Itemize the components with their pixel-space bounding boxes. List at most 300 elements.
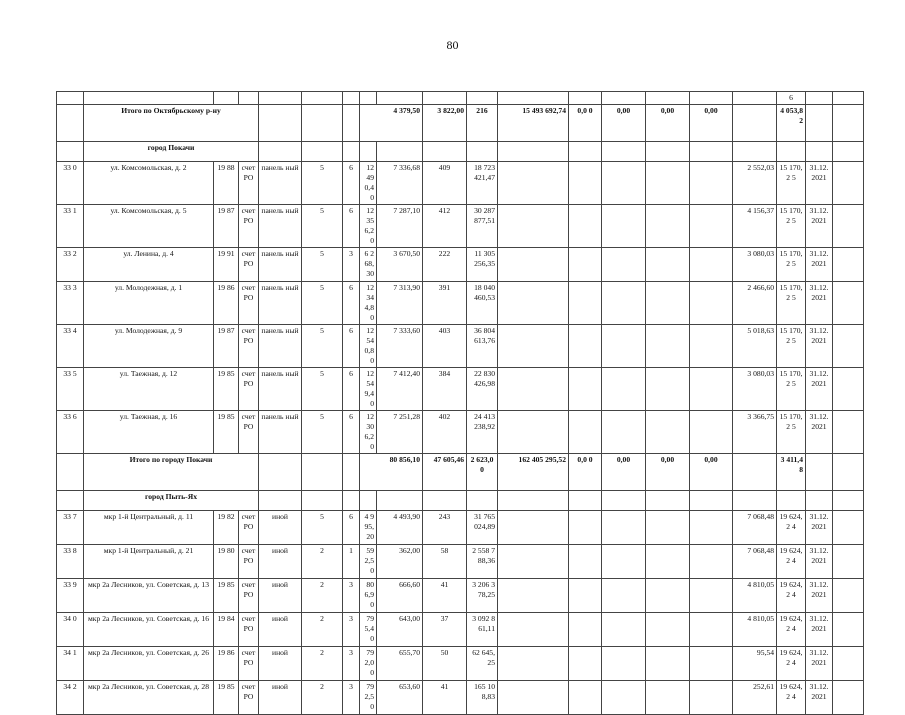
cell-date: 31.12. 2021 [806, 325, 833, 368]
cell-wall: иной [259, 511, 302, 545]
cell-en: 6 [343, 511, 360, 545]
cell-en: 6 [343, 162, 360, 205]
cell-date: 31.12. 2021 [806, 162, 833, 205]
table-cell [602, 545, 646, 579]
table-cell [646, 511, 690, 545]
cell-year: 19 86 [214, 647, 239, 681]
cell-people: 41 [423, 681, 467, 715]
cell-people: 403 [423, 325, 467, 368]
table-row [57, 282, 864, 325]
cell-cost: 3 092 861,11 [467, 613, 498, 647]
table-cell [569, 545, 602, 579]
cell-fund: счет РО [239, 647, 259, 681]
cell-unit: 7 068,48 [733, 511, 777, 545]
cell-cost: 11 305 256,35 [467, 248, 498, 282]
section-title: город Пыть-Ях [84, 491, 259, 511]
cell-live: 655,70 [377, 647, 423, 681]
cell-wall: панель ный [259, 325, 302, 368]
table-cell [569, 248, 602, 282]
table-cell [498, 411, 569, 454]
table-cell [833, 647, 864, 681]
cell-en: 3 [343, 579, 360, 613]
cell-fund: счет РО [239, 162, 259, 205]
table-cell [343, 491, 360, 511]
table-row [57, 511, 864, 545]
table-cell [646, 411, 690, 454]
table-row [57, 681, 864, 715]
table-cell [646, 282, 690, 325]
table-cell [806, 105, 833, 142]
cell-fund: счет РО [239, 248, 259, 282]
cell-wall: панель ный [259, 368, 302, 411]
table-cell [423, 142, 467, 162]
table-cell [360, 92, 377, 105]
table-cell [498, 248, 569, 282]
cell-people: 222 [423, 248, 467, 282]
table-cell [467, 92, 498, 105]
table-cell [569, 92, 602, 105]
table-cell [833, 282, 864, 325]
cell-limit: 15 170,2 5 [777, 325, 806, 368]
cell-live: 362,00 [377, 545, 423, 579]
table-row [57, 92, 864, 105]
cell-year: 19 88 [214, 162, 239, 205]
cell-people: 41 [423, 579, 467, 613]
table-cell [777, 142, 806, 162]
cell-fl: 5 [302, 325, 343, 368]
cell-fl: 2 [302, 579, 343, 613]
table-cell [569, 411, 602, 454]
cell-people: 412 [423, 205, 467, 248]
total-cost: 162 405 295,52 [498, 454, 569, 491]
cell-fund: счет РО [239, 579, 259, 613]
table-cell [498, 162, 569, 205]
table-cell [602, 205, 646, 248]
table-cell [806, 92, 833, 105]
cell-people: 391 [423, 282, 467, 325]
table-cell [498, 282, 569, 325]
cell-en: 1 [343, 545, 360, 579]
cell-limit: 15 170,2 5 [777, 248, 806, 282]
cell-wall: панель ный [259, 248, 302, 282]
cell-area: 12 549,40 [360, 368, 377, 411]
table-cell [498, 545, 569, 579]
table-cell [498, 368, 569, 411]
table-cell [833, 205, 864, 248]
table-cell [569, 325, 602, 368]
cell-people: 243 [423, 511, 467, 545]
table-cell [57, 142, 84, 162]
table-row [57, 613, 864, 647]
table-cell [690, 92, 733, 105]
cell-people: 58 [423, 545, 467, 579]
cell-wall: иной [259, 681, 302, 715]
cell-unit: 2 466,60 [733, 282, 777, 325]
cell-date: 31.12. 2021 [806, 411, 833, 454]
table-cell [302, 92, 343, 105]
section-header-row [57, 491, 864, 511]
cell-en: 3 [343, 681, 360, 715]
cell-fl: 5 [302, 248, 343, 282]
cell-unit: 4 810,05 [733, 613, 777, 647]
cell-fund: счет РО [239, 511, 259, 545]
table-cell [84, 92, 214, 105]
table-cell [733, 454, 777, 491]
cell-en: 6 [343, 411, 360, 454]
table-cell [569, 205, 602, 248]
cell-wall: иной [259, 579, 302, 613]
cell-live: 7 412,40 [377, 368, 423, 411]
cell-wall: иной [259, 545, 302, 579]
total-value: 0,00 [602, 454, 646, 491]
total-living-area: 3 822,00 [423, 105, 467, 142]
page-number: 80 [446, 38, 459, 52]
total-label: Итого по Октябрьскому р-ну [84, 105, 259, 142]
cell-en: 3 [343, 248, 360, 282]
cell-year: 19 80 [214, 545, 239, 579]
table-cell [602, 248, 646, 282]
table-cell [690, 325, 733, 368]
table-row [57, 579, 864, 613]
cell-live: 666,60 [377, 579, 423, 613]
cell-fl: 5 [302, 282, 343, 325]
table-cell [569, 491, 602, 511]
cell-year: 19 85 [214, 579, 239, 613]
cell-limit: 15 170,2 5 [777, 282, 806, 325]
cell-addr: ул. Таежная, д. 16 [84, 411, 214, 454]
table-cell [57, 92, 84, 105]
table-cell [602, 681, 646, 715]
cell-people: 409 [423, 162, 467, 205]
cell-n: 33 9 [57, 579, 84, 613]
cell-n: 33 1 [57, 205, 84, 248]
total-label: Итого по городу Покачи [84, 454, 259, 491]
table-cell [833, 368, 864, 411]
cell-area: 4 995,20 [360, 511, 377, 545]
cell-n: 33 2 [57, 248, 84, 282]
table-cell [833, 105, 864, 142]
cell-limit: 19 624,2 4 [777, 681, 806, 715]
cell-n: 33 7 [57, 511, 84, 545]
table-cell [302, 105, 343, 142]
table-cell [569, 142, 602, 162]
cell-wall: панель ный [259, 205, 302, 248]
total-value: 0,00 [602, 105, 646, 142]
cell-date: 31.12. 2021 [806, 681, 833, 715]
table-cell [602, 491, 646, 511]
cell-wall: панель ный [259, 282, 302, 325]
table-cell [467, 142, 498, 162]
cell-fl: 2 [302, 681, 343, 715]
cell-unit: 95,54 [733, 647, 777, 681]
cell-n: 34 1 [57, 647, 84, 681]
cell-en: 3 [343, 647, 360, 681]
cell-cost: 24 413 238,92 [467, 411, 498, 454]
cell-fund: счет РО [239, 681, 259, 715]
table-cell [360, 142, 377, 162]
table-cell [57, 454, 84, 491]
cell-addr: ул. Комсомольская, д. 5 [84, 205, 214, 248]
cell-unit: 3 366,75 [733, 411, 777, 454]
cell-limit: 15 170,2 5 [777, 411, 806, 454]
cell-people: 384 [423, 368, 467, 411]
table-cell [259, 491, 302, 511]
table-cell [690, 142, 733, 162]
table-row [57, 411, 864, 454]
cell-n: 34 2 [57, 681, 84, 715]
table-cell [214, 92, 239, 105]
cell-date: 31.12. 2021 [806, 647, 833, 681]
total-value: 0,00 [646, 454, 690, 491]
cell-cost: 18 040 460,53 [467, 282, 498, 325]
cell-date: 31.12. 2021 [806, 205, 833, 248]
cell-fl: 5 [302, 411, 343, 454]
cell-n: 33 0 [57, 162, 84, 205]
table-cell [833, 545, 864, 579]
cell-unit: 4 810,05 [733, 579, 777, 613]
table-cell [302, 454, 343, 491]
cell-year: 19 86 [214, 282, 239, 325]
cell-cost: 36 804 613,76 [467, 325, 498, 368]
table-cell [569, 647, 602, 681]
table-cell [733, 491, 777, 511]
cell-area: 792,00 [360, 647, 377, 681]
table-cell [498, 205, 569, 248]
table-cell [646, 92, 690, 105]
cell-unit: 5 018,63 [733, 325, 777, 368]
table-row [57, 162, 864, 205]
buildings-register-table [56, 91, 864, 715]
cell-live: 653,60 [377, 681, 423, 715]
cell-live: 7 251,28 [377, 411, 423, 454]
cell-area: 6 268,30 [360, 248, 377, 282]
table-cell [602, 579, 646, 613]
cell-en: 3 [343, 613, 360, 647]
cell-unit: 4 156,37 [733, 205, 777, 248]
cell-date: 31.12. 2021 [806, 282, 833, 325]
cell-cost: 62 645,25 [467, 647, 498, 681]
cell-n: 33 8 [57, 545, 84, 579]
cell-limit: 19 624,2 4 [777, 647, 806, 681]
cell-live: 7 333,60 [377, 325, 423, 368]
cell-addr: мкр 2а Лесников, ул. Советская, д. 28 [84, 681, 214, 715]
section-title: город Покачи [84, 142, 259, 162]
table-cell [259, 105, 302, 142]
table-cell [646, 579, 690, 613]
cell-area: 795,40 [360, 613, 377, 647]
table-cell [569, 282, 602, 325]
cell-unit: 252,61 [733, 681, 777, 715]
table-cell [833, 491, 864, 511]
table-cell [602, 411, 646, 454]
cell-fl: 2 [302, 613, 343, 647]
table-cell [602, 613, 646, 647]
total-residents: 216 [467, 105, 498, 142]
cell-date: 31.12. 2021 [806, 248, 833, 282]
table-cell [343, 142, 360, 162]
table-cell [646, 325, 690, 368]
table-cell [690, 579, 733, 613]
table-cell [423, 92, 467, 105]
table-cell [833, 411, 864, 454]
cell-wall: иной [259, 613, 302, 647]
table-cell [343, 454, 360, 491]
table-cell [690, 545, 733, 579]
cell-date: 31.12. 2021 [806, 579, 833, 613]
table-cell [690, 491, 733, 511]
cell-year: 19 91 [214, 248, 239, 282]
cell-addr: ул. Комсомольская, д. 2 [84, 162, 214, 205]
cell-addr: ул. Молодежная, д. 1 [84, 282, 214, 325]
table-cell [690, 681, 733, 715]
cell-people: 402 [423, 411, 467, 454]
cell-fund: счет РО [239, 368, 259, 411]
cell-cost: 22 830 426,98 [467, 368, 498, 411]
cell-limit: 15 170,2 5 [777, 368, 806, 411]
cell-cost: 31 765 024,89 [467, 511, 498, 545]
cell-wall: панель ный [259, 411, 302, 454]
table-cell [602, 647, 646, 681]
table-cell [833, 162, 864, 205]
table-cell [646, 613, 690, 647]
table-cell [833, 142, 864, 162]
table-cell [602, 325, 646, 368]
table-cell [498, 92, 569, 105]
cell-fund: счет РО [239, 613, 259, 647]
table-cell [569, 613, 602, 647]
table-cell [833, 613, 864, 647]
table-cell [569, 162, 602, 205]
cell-en: 6 [343, 205, 360, 248]
cell-limit: 19 624,2 4 [777, 613, 806, 647]
table-cell [498, 511, 569, 545]
table-cell [498, 647, 569, 681]
table-row [57, 325, 864, 368]
table-cell [498, 491, 569, 511]
cell-live: 643,00 [377, 613, 423, 647]
cell-limit: 19 624,2 4 [777, 511, 806, 545]
cell-area: 12 306,20 [360, 411, 377, 454]
cell-year: 19 87 [214, 325, 239, 368]
total-unit-cost: 3 411,48 [777, 454, 806, 491]
cell-fund: счет РО [239, 205, 259, 248]
table-cell [377, 142, 423, 162]
table-cell [646, 491, 690, 511]
table-row [57, 545, 864, 579]
table-cell [733, 92, 777, 105]
table-cell [833, 248, 864, 282]
table-cell [423, 491, 467, 511]
cell-live: 3 670,50 [377, 248, 423, 282]
table-cell [302, 142, 343, 162]
cell-limit: 15 170,2 5 [777, 205, 806, 248]
cell-fl: 5 [302, 162, 343, 205]
table-cell [602, 92, 646, 105]
table-cell [498, 142, 569, 162]
cell-date: 31.12. 2021 [806, 545, 833, 579]
cell-area: 12 540,80 [360, 325, 377, 368]
cell-n: 33 5 [57, 368, 84, 411]
cell-addr: ул. Молодежная, д. 9 [84, 325, 214, 368]
table-cell [239, 92, 259, 105]
table-cell [733, 142, 777, 162]
cell-wall: иной [259, 647, 302, 681]
table-cell [498, 681, 569, 715]
cell-cost: 165 108,83 [467, 681, 498, 715]
table-cell [259, 454, 302, 491]
table-cell [833, 511, 864, 545]
cell-area: 12 356,20 [360, 205, 377, 248]
cell-live: 7 313,90 [377, 282, 423, 325]
table-cell [690, 411, 733, 454]
cell-year: 19 87 [214, 205, 239, 248]
cell-limit: 19 624,2 4 [777, 545, 806, 579]
table-cell: 6 [777, 92, 806, 105]
cell-en: 6 [343, 282, 360, 325]
table-cell [646, 205, 690, 248]
cell-fl: 5 [302, 368, 343, 411]
table-cell [690, 205, 733, 248]
table-row [57, 248, 864, 282]
table-cell [602, 282, 646, 325]
cell-fund: счет РО [239, 325, 259, 368]
total-value: 0,00 [646, 105, 690, 142]
table-cell [569, 368, 602, 411]
table-cell [467, 491, 498, 511]
cell-cost: 18 723 421,47 [467, 162, 498, 205]
table-cell [602, 162, 646, 205]
cell-area: 806,90 [360, 579, 377, 613]
cell-fund: счет РО [239, 282, 259, 325]
cell-date: 31.12. 2021 [806, 613, 833, 647]
table-cell [690, 511, 733, 545]
table-cell [646, 368, 690, 411]
cell-date: 31.12. 2021 [806, 511, 833, 545]
table-cell [833, 325, 864, 368]
cell-addr: мкр 2а Лесников, ул. Советская, д. 13 [84, 579, 214, 613]
cell-fl: 2 [302, 545, 343, 579]
table-cell [57, 105, 84, 142]
table-row [57, 647, 864, 681]
table-cell [833, 454, 864, 491]
cell-fund: счет РО [239, 411, 259, 454]
table-body [57, 92, 864, 715]
table-cell [498, 613, 569, 647]
table-cell [377, 491, 423, 511]
total-residents: 2 623,00 [467, 454, 498, 491]
cell-limit: 19 624,2 4 [777, 579, 806, 613]
cell-area: 12 490,40 [360, 162, 377, 205]
table-cell [602, 368, 646, 411]
total-row [57, 454, 864, 491]
table-cell [690, 647, 733, 681]
cell-year: 19 84 [214, 613, 239, 647]
table-row [57, 205, 864, 248]
cell-addr: ул. Ленина, д. 4 [84, 248, 214, 282]
cell-n: 33 6 [57, 411, 84, 454]
total-value: 0,00 [690, 105, 733, 142]
cell-area: 12 344,80 [360, 282, 377, 325]
cell-cost: 30 287 877,51 [467, 205, 498, 248]
table-cell [302, 491, 343, 511]
cell-unit: 2 552,03 [733, 162, 777, 205]
cell-fl: 2 [302, 647, 343, 681]
cell-addr: мкр 1-й Центральный, д. 21 [84, 545, 214, 579]
cell-live: 7 287,10 [377, 205, 423, 248]
table-cell [806, 491, 833, 511]
table-cell [569, 579, 602, 613]
cell-area: 792,50 [360, 681, 377, 715]
